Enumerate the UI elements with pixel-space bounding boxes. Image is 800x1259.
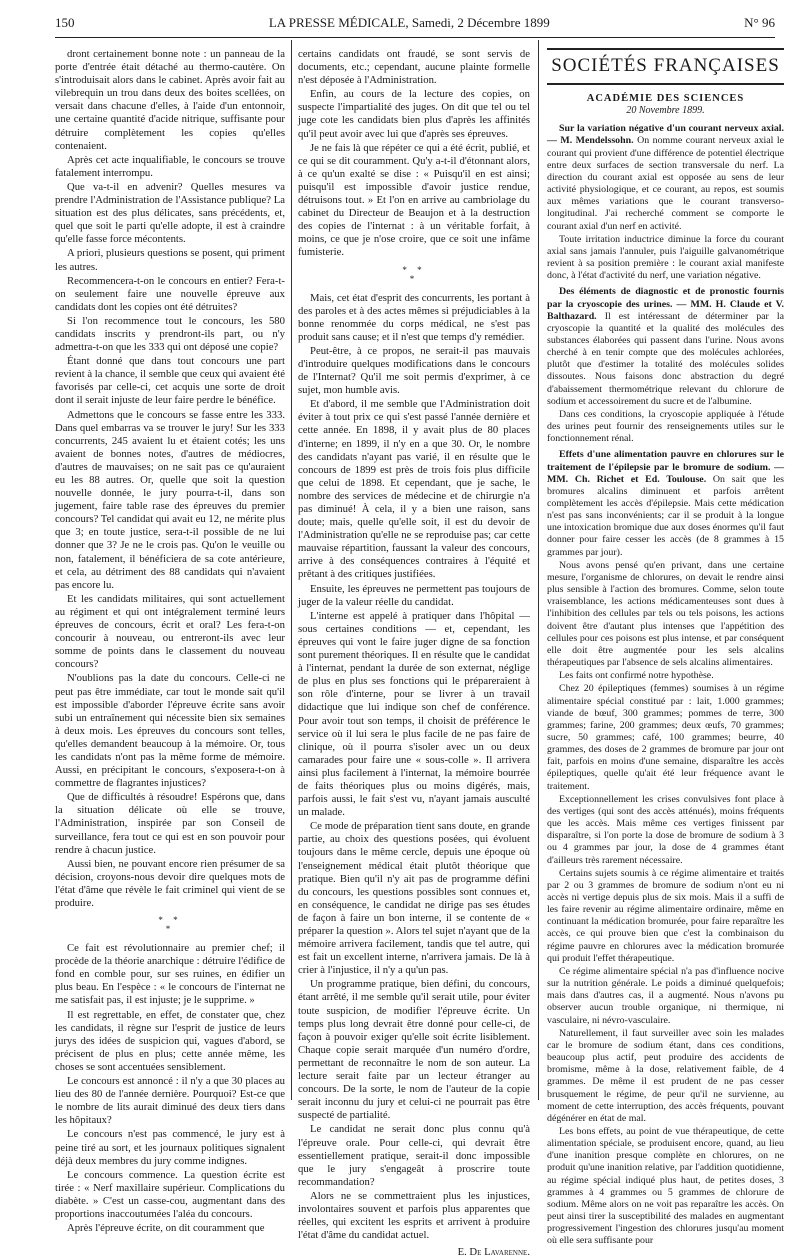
section-break: * * * [402,264,426,284]
paragraph: A priori, plusieurs questions se posent, qui priment les autres. [55,247,285,273]
paragraph: Aussi bien, ne pouvant encore rien présumer de sa décision, croyons-nous devoir dire quelques mots de l'état d'âme que révèle le fait criminel qui vient de se produire. [55,857,285,909]
paragraph: Que va-t-il en advenir? Quelles mesures va prendre l'Administration de l'Assistance publique? La situation est des plus délicates, sans précédents, et, quel que soit le parti qu'elle adopte, il est à craindre qu'elle fasse force mécontents. [55,180,285,246]
paragraph: Ce fait est révolutionnaire au premier chef; il procède de la théorie anarchique : détruire l'édifice de fond en comble pour, sur ses ruines, en édifier un plus beau. En l'espèce : « le concours de l'internat ne me satisfait pas, il est injuste; je le supprime. » [55,942,285,1007]
paragraph: Enfin, au cours de la lecture des copies, on suspecte l'impartialité des juges. On dit que tel ou tel juge cote les candidats bien plus d'après les affinités qu'il peut avoir avec lui que d'après ses épreuves. [298,88,530,140]
paragraph: Ce régime alimentaire spécial n'a pas d'influence nocive sur la nutrition générale. Le poids a diminué quelquefois; mais dans d'autres cas, il a augmenté. Nous n'avons pu observer aucun trouble organique, ni thermique, ni vasculaire, ni névro-vasculaire. [547,965,784,1026]
article-1 [547,123,784,232]
column-divider [291,40,292,1100]
paragraph: Que de difficultés à résoudre! Espérons que, dans la situation délicate où elle se trouve, l'Administration, inspirée par son Conseil de surveillance, fera tout ce qui est en son pouvoir pour rendre à chacun justice. [55,791,285,856]
session-date: 20 Novembre 1899. [626,105,705,117]
column-3 [547,48,785,1247]
paragraph: Le concours est annoncé : il n'y a que 30 places au lieu des 80 de l'année dernière. Pourquoi? Est-ce que le nombre de lits aurait diminué des deux tiers dans les hôpitaux? [55,1075,285,1127]
column-divider [538,40,539,1100]
page-header [55,12,775,34]
paragraph: Étant donné que dans tout concours une part revient à la chance, il semble que ceux qui avaient été favorisés par celle-ci, cet acquis une sorte de droit dont il serait injuste de leur faire perdre le bénéfice. [55,355,285,407]
article-3 [547,449,784,558]
paragraph: Certains sujets soumis à ce régime alimentaire et traités par 2 ou 3 grammes de bromure de sodium n'ont eu ni accès ni vertige depuis plus de six mois. Mais il a suffi de les faire revenir au régime alimentaire ordinaire, même en continuant la médication bromurée, pour faire reparaître les accès, ce qui prouve bien que c'est la combinaison du régime pauvre en chlorures avec la médication bromurée qui produit l'effet thérapeutique. [547,867,784,964]
paragraph: Exceptionnellement les crises convulsives font place à des vertiges (qui sont des accès atténués), moins fréquents que les accès. Mais même ces vertiges finissent par disparaître, si l'on porte la dose de bromure de sodium à 3 ou 4 grammes par jour, la dose de 4 grammes étant d'ailleurs très rarement nécessaire. [547,793,784,866]
paragraph: Peut-être, à ce propos, ne serait-il pas mauvais d'introduire quelques modifications dans le concours de l'Internat? Qu'il me soit permis d'exprimer, à ce sujet, mon humble avis. [298,344,530,397]
section-title: SOCIÉTÉS FRANÇAISES [547,48,784,85]
article-title: Effets d'une alimentation pauvre en chlorures sur le traitement de l'épilepsie par le bromure de sodium. — MM. Ch. Richet et Ed. Toulouse. [547,449,784,485]
paragraph: certains candidats ont fraudé, se sont servis de documents, etc.; cependant, aucune plainte formelle n'est déposée à l'Administration. [298,48,530,87]
paragraph: Et les candidats militaires, qui sont actuellement au régiment et qui ont intégralement terminé leurs épreuves de concours, écrit et oral? Les fera-t-on concourir à nouveau, ou entreront-ils avec leur somme de points dans le classement du nouveau concours? [55,592,285,671]
paragraph: Recommencera-t-on le concours en entier? Fera-t-on seulement faire une nouvelle épreuve aux candidats dont les copies ont été détruites? [55,274,285,313]
issue-number: N° 96 [744,15,775,30]
section-break: * * * [158,915,182,935]
page-number: 150 [55,15,75,30]
paragraph: Toute irritation inductrice diminue la force du courant axial sans jamais l'annuler, puis l'aiguille galvanométrique revient à sa position première : le courant axial manifeste donc, à l'état d'activité du nerf, une variation négative. [547,233,784,282]
paragraph: Le candidat ne serait donc plus connu qu'à l'épreuve orale. Pour celle-ci, qui devrait être essentiellement pratique, serait-il donc impossible que le jury s'engageât à proscrire toute recommandation? [298,1123,530,1188]
paragraph: Il est regrettable, en effet, de constater que, chez les candidats, il règne sur l'esprit de justice de leurs jurys des idées de suspicion qui, vagues d'abord, se précisent de plus en plus; cette année même, les choses se sont accentuées sensiblement. [55,1008,285,1073]
article-title: Sur la variation négative d'un courant nerveux axial. — M. Mendelssohn. [547,123,784,147]
paragraph: Nous avons pensé qu'en privant, dans une certaine mesure, l'organisme de chlorures, on devait le rendre ainsi plus sensible à l'action des bromures. Comme, selon toute vraisemblance, les actions médicamenteuses sont dues à l'inhibition des cellules par tels ou tels poisons, les actions doivent être d'autant plus intenses que l'appétition des cellules pour ces poisons est plus intense, et par conséquent elle doit être augmentée pour les sels alcalins thérapeutiques par l'absence de sels alcalins alimentaires. [547,559,784,669]
paragraph: Si l'on recommence tout le concours, les 580 candidats inscrits y prendront-ils part, ou n'y admettra-t-on que les 333 qui ont déposé une copie? [55,314,285,354]
paragraph: Un programme pratique, bien défini, du concours, étant arrêté, il me semble qu'il serait utile, pour éviter toute suspicion, de modifier l'épreuve écrite. Un temps plus long devrait être donné pour celle-ci, de façon à pouvoir exiger qu'elle soit écrite lisiblement. Chaque copie serait marquée d'un numéro d'ordre, permettant de reconnaître le nom de son auteur. La lecture serait faite par un lecteur étranger au concours. De la sorte, le nom de l'auteur de la copie serait inconnu du jury et celui-ci ne pourrait pas être suspecté de partialité. [298,978,530,1122]
article-text: On sait que les bromures alcalins diminuent et parfois arrêtent complètement les accès d'épilepsie. Mais cette médication n'est pas sans inconvénients; car il se produit à la longue une intoxication bromique due aux doses énormes qu'il faut donner pour faire cesser les accès (de 8 grammes à 15 grammes par jour). [547,473,785,558]
academy-heading: ACADÉMIE DES SCIENCES [586,93,745,104]
paragraph: Je ne fais là que répéter ce qui a été écrit, publié, et ce qui se dit couramment. Qu'y a-t-il d'étonnant alors, à ce qu'un exalté se dise : « Puisqu'il en est ainsi; puisqu'il est impossible d'avoir justice rendue, détruisons tout. » Et l'on en arrive au cambriolage du cabinet du Directeur de Beaujon et à la destruction des copies de l'internat : à un véritable forfait, à moins, ce que je n'ose croire, que ce soit une infâme fumisterie. [298,141,530,259]
column-2 [298,48,530,1259]
article-title: Des éléments de diagnostic et de pronostic fournis par la cryoscopie des urines. — MM. H. Claude et V. Balthazard. [547,286,784,322]
paragraph: Ce mode de préparation tient sans doute, en grande partie, au choix des questions posées, qui évoluent toujours dans le même cercle, depuis une époque où l'enseignement médical était plutôt théorique que pratique. Bien qu'il n'y ait pas de programme défini du concours, les questions possibles sont connues et, en conséquence, le candidat ne dirige pas ses études de façon à faire un bon interne, il se contente de « préparer la question ». Alors tel sujet n'ayant que de la mémoire arrivera facilement, tandis que tel autre, qui est fait un excellent interne, n'arrivera jamais. De là à crier à l'injustice, il n'y a qu'un pas. [298,820,530,977]
paragraph: Chez 20 épileptiques (femmes) soumises à un régime alimentaire spécial constitué par : lait, 1.000 grammes; viande de bœuf, 300 grammes; pommes de terre, 300 grammes; farine, 200 grammes; deux œufs, 70 grammes; sucre, 50 grammes; café, 100 grammes; beurre, 40 grammes, des doses de 2 grammes de bromure par jour ont fait, parfois en moins d'une semaine, disparaître les accès épileptiques, quelle qu'ait été leur fréquence avant le traitement. [547,683,784,792]
journal-title: LA PRESSE MÉDICALE, Samedi, 2 Décembre 1899 [268,15,550,30]
article-2 [547,286,784,408]
paragraph: Alors ne se commettraient plus les injustices, involontaires souvent et parfois plus apparentes que réelles, qui excitent les esprits et arrivent à produire l'état d'âme du candidat actuel. [298,1189,530,1242]
header-rule [55,37,775,38]
paragraph: Dans ces conditions, la cryoscopie appliquée à l'étude des urines peut fournir des renseignements utiles sur le fonctionnement rénal. [547,408,784,445]
paragraph: Après cet acte inqualifiable, le concours se trouve fatalement interrompu. [55,153,285,179]
paragraph: Le concours commence. La question écrite est tirée : « Nerf maxillaire supérieur. Complications du diabète. » C'est un casse-cou, augmentant dans des proportions inaccoutumées l'aléa du concours. [55,1168,285,1220]
paragraph: Ensuite, les épreuves ne permettent pas toujours de juger de la valeur réelle du candidat. [298,582,530,608]
article-text: Il est intéressant de déterminer par la cryoscopie la quantité et la qualité des molécules des substances élaborées qui passent dans l'urine. Nous avons cherché à en tenir compte que des molécules achlorées, plutôt que d'estimer la totalité des molécules solides dissoutes. Nous faisons donc abstraction du degré d'abaissement thermométrique relevant du chlorure de sodium et accessoirement du sucre et de l'albumine. [547,310,785,407]
paragraph: dront certainement bonne note : un panneau de la porte d'entrée était détaché au thermo-cautère. On s'introduisait alors dans le cabinet. Après avoir fait au vilebrequin un trou dans deux des boites scellées, on versait dans chacune d'elles, à l'aide d'un entonnoir, une certaine quantité d'acide nitrique, suffisante pour détruire complètement les copies qu'elles contenaient. [55,48,285,152]
paragraph: Le concours n'est pas commencé, le jury est à peine tiré au sort, et les journaux politiques signalent déjà deux membres du jury comme indignes. [55,1128,285,1167]
paragraph: N'oublions pas la date du concours. Celle-ci ne peut pas être immédiate, car tout le monde sait qu'il est impossible d'aborder l'épreuve écrite sans avoir subi un entraînement qui nécessite bien six semaines à deux mois. Les épreuves du concours sont telles, qu'elles demandent beaucoup à la mémoire. Or, tous les candidats n'ont pas la même forme de mémoire. Aussi, en précipitant le concours, s'exposera-t-on à commettre de flagrantes injustices? [55,672,285,790]
paragraph: Les bons effets, au point de vue thérapeutique, de cette alimentation spéciale, se produisent encore, quand, au lieu d'une inanition presque complète en chlorures, on ne produit qu'une inanition relative, par l'addition quotidienne, au régime spécial indiqué plus haut, de petites doses, 3 grammes à 4 grammes ou 5 grammes de chlorure de sodium. Même alors on ne voit pas reparaître les accès. On peut ainsi tirer la susceptibilité des malades en augmentant progressivement l'ingestion des chlorures jusqu'au moment où elle sera suffisante pour [547,1125,784,1247]
paragraph: Mais, cet état d'esprit des concurrents, les portant à des paroles et à des actes mêmes si préjudiciables à la bonne renommée du corps médical, ne s'est pas produit sans cause; et il n'est que temps d'y remédier. [298,291,530,343]
paragraph: Naturellement, il faut surveiller avec soin les malades car le bromure de sodium étant, dans ces conditions, beaucoup plus actif, peut produire des accidents de bromisme, même à la dose, relativement faible, de 4 grammes. De même il est prudent de ne pas cesser brusquement le régime, de peur qu'il ne survienne, au moment de cette interruption, des accès fréquents, pouvant dégénérer en état de mal. [547,1027,784,1124]
paragraph: Les faits ont confirmé notre hypothèse. [559,670,714,682]
article-text: On nomme courant nerveux axial le courant qui provient d'une différence de potentiel électrique entre deux surfaces de section transversale du nerf. La direction du courant axial est opposée au sens de leur activité physiologique, et ce courant, au repos, est soumis aux mêmes variations que le courant transverso-longitudinal. J'ai recherché comment se comporte le courant axial d'un nerf en activité. [547,135,785,232]
paragraph: Et d'abord, il me semble que l'Administration doit éviter à tout prix ce qui s'est passé l'année dernière et cette année. En 1898, il y avait plus de 80 places d'interne; en 1899, il n'y en a que 30. Or, le nombre des candidats n'ayant pas varié, il en résulte que le concours de 1899 est près de trois fois plus difficile que celui de 1898. Et cependant, que je sache, le nombre des services de médecine et de chirurgie n'a pas diminué! À cela, il y a bien une raison, sans doute; mais, quelle qu'elle soit, il est du devoir de l'Administration qu'elle ne se reproduise pas; car cette mauvaise répartition, faussant la valeur des concours, arrive à des conséquences contraires à l'équité et prêtant à des critiques justifiées. [298,398,530,581]
paragraph: Après l'épreuve écrite, on dit couramment que [67,1222,265,1235]
author-signature: E. De Lavarenne. [457,1246,530,1259]
column-1 [55,48,285,1235]
paragraph: L'interne est appelé à pratiquer dans l'hôpital — sous certaines conditions — et, cependant, les épreuves qui vont le faire juger digne de sa fonction sont purement théoriques. Il en résulte que le candidat à l'internat, pendant la durée de son externat, néglige de plus en plus ses fonctions qui le prépareraient à son rôle d'interne, pour se livrer à un travail didactique que lui indique son chef de conférence. Pour avoir tout son temps, il choisit de préférence le service où il lui sera le plus facile de ne pas faire de clinique, où il pourra s'isoler avec un ou deux camarades pour faire une « sous-colle ». Il arrivera ainsi plus facilement à l'internat, la mémoire bourrée de faits théoriques plus ou moins digérés, mais, parfois aussi, le fait s'est vu, n'ayant jamais ausculté un malade. [298,609,530,819]
paragraph: Admettons que le concours se fasse entre les 333. Dans quel embarras va se trouver le jury! Sur les 333 concurrents, 245 avaient lu et étaient cotés; les uns avaient de bonnes notes, d'autres de médiocres, d'autres de mauvaises; on ne sait pas ce qu'auraient eu les 88 autres. Or, quelle que soit la question nouvelle donnée, le jury pourra-t-il, dans son jugement, faire table rase des épreuves du premier concours? Tel candidat qui avait eu 12, ne mérite plus que 3; en toute justice, sera-t-il possible de ne lui donner que 3? Je ne le crois pas. Qu'on le veuille ou non, fatalement, il bénéficiera de sa cote antérieure, et cela, au détriment des 88 candidats qui n'avaient pas encore lu. [55,408,285,591]
